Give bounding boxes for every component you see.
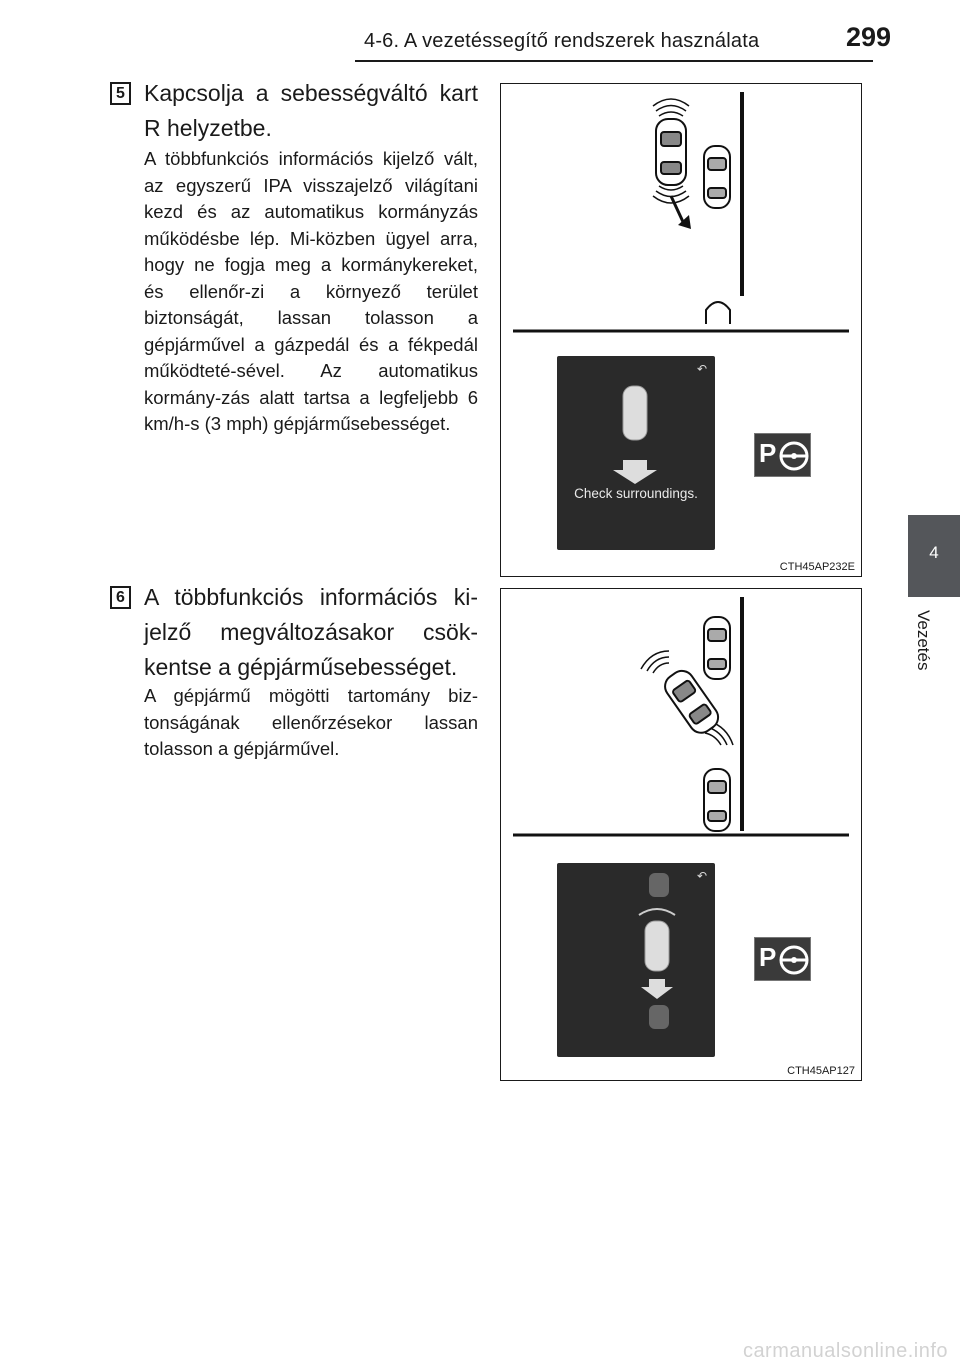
- step-body-text: A gépjármű mögötti tartomány biz-tonságának ellenőrzésekor lassan tolasson a gépjárművel.: [144, 685, 478, 759]
- back-arrow-icon: ↶: [696, 362, 707, 376]
- car-icon: [649, 1005, 669, 1029]
- header-divider: [355, 60, 873, 62]
- step-number-badge: 5: [110, 82, 131, 105]
- car-icon: [704, 617, 730, 679]
- step-number-badge: 6: [110, 586, 131, 609]
- watermark: [0, 1340, 960, 1360]
- watermark-text: carmanualsonline.info: [742, 1340, 948, 1362]
- step-figure: [500, 588, 862, 1081]
- screen-message: Check surroundings.: [574, 486, 698, 501]
- car-icon: [649, 873, 669, 897]
- car-icon: [623, 386, 647, 440]
- screen-graphic: [557, 356, 715, 550]
- step-figure: [500, 83, 862, 577]
- step-heading: A többfunkciós információs ki-jelző megváltozásakor csök-kentse a gépjárműsebességet.: [144, 584, 478, 680]
- chapter-tab: [908, 515, 960, 597]
- screen-graphic: [557, 863, 715, 1057]
- sensor-wave-icon: [639, 909, 675, 915]
- section-title: 4-6. A vezetéssegítő rendszerek használata: [364, 30, 760, 52]
- back-arrow-icon: ↶: [696, 869, 707, 883]
- p-steering-wheel-icon: P: [754, 937, 811, 981]
- chapter-label-wrapper: [913, 610, 953, 700]
- chapter-number: 4: [929, 543, 939, 562]
- p-steering-wheel-icon: P: [754, 433, 811, 477]
- car-icon: [645, 921, 669, 971]
- car-icon: [706, 302, 730, 324]
- page-number: 299: [846, 22, 892, 52]
- display-screen: [557, 356, 715, 550]
- car-icon: [704, 769, 730, 831]
- figure-code: CTH45AP127: [787, 1065, 855, 1077]
- car-icon: [704, 146, 730, 208]
- page-header: [0, 0, 960, 62]
- figure-code: CTH45AP232E: [779, 561, 855, 573]
- chapter-label: Vezetés: [914, 610, 933, 671]
- step-body-text: A többfunkciós információs kijelző vált, az egyszerű IPA visszajelző világítani kezd és az automatikus kormányzás működésbe lép. Mi-közben ügyel arra, hogy ne fogja meg a kormánykereket, és ellenőr-zi a környező terület biztonságát, lassan tolasson a gépjárművel a gázpedál és a fékpedál működteté-sével. Az automatikus kormány-zás alatt tartsa a legfeljebb 6 km/h-s (3 mph) gépjárműsebességet.: [144, 148, 478, 434]
- step-heading: Kapcsolja a sebességváltó kart R helyzetbe.: [144, 80, 478, 141]
- down-arrow-icon: [641, 979, 673, 999]
- display-screen: [557, 863, 715, 1057]
- down-arrow-icon: [613, 460, 657, 484]
- car-icon: [656, 119, 686, 185]
